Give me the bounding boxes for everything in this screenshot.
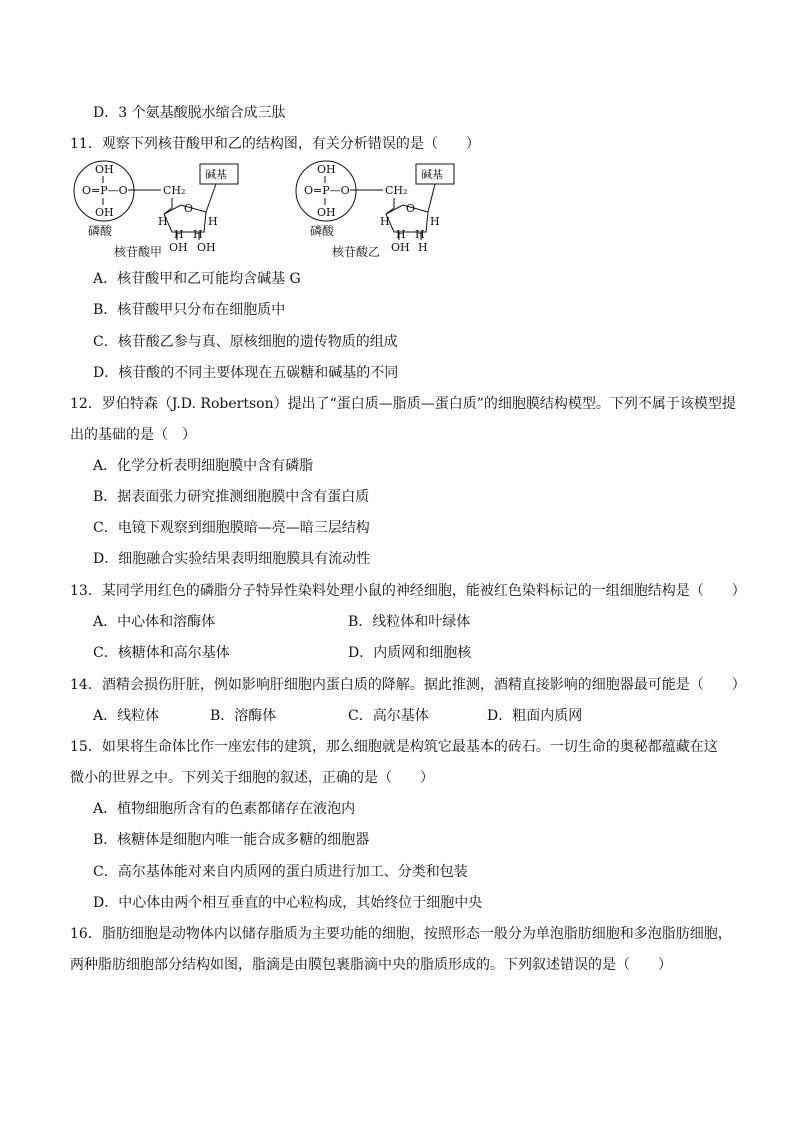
base-label: 碱基 (205, 168, 227, 181)
q15-stem-line1: 15．如果将生命体比作一座宏伟的建筑，那么细胞就是构筑它最基本的砖石。一切生命的奥秘都蕴藏在这 (70, 739, 718, 755)
q15-stem-line2: 微小的世界之中。下列关于细胞的叙述，正确的是（ ） (70, 770, 434, 786)
bond (428, 184, 435, 212)
h-label: H (208, 215, 218, 228)
q15-option-b: B．核糖体是细胞内唯一能合成多糖的细胞器 (93, 832, 370, 848)
oh-label: OH (197, 241, 216, 254)
h-label: H (174, 228, 184, 241)
q12-option-d: D．细胞融合实验结果表明细胞膜具有流动性 (93, 551, 371, 567)
phosphate-oh-bottom: OH (95, 206, 114, 219)
ring-oxygen: O (406, 202, 416, 215)
q11-nucleotide-figure (68, 160, 468, 262)
phosphate-label: 磷酸 (88, 224, 113, 238)
q12-option-c: C．电镜下观察到细胞膜暗—亮—暗三层结构 (93, 520, 370, 536)
phosphate-oh-bottom: OH (317, 206, 336, 219)
bond (206, 184, 216, 212)
q11-stem: 11．观察下列核苷酸甲和乙的结构图，有关分析错误的是（ ） (70, 136, 480, 152)
q14-option-c: C．高尔基体 (348, 708, 429, 724)
q16-stem-line1: 16．脂肪细胞是动物体内以储存脂质为主要功能的细胞，按照形态一般分为单泡脂肪细胞和多泡脂肪细胞， (70, 926, 732, 942)
h-label: H (396, 228, 406, 241)
q15-option-d: D．中心体由两个相互垂直的中心粒构成，其始终位于细胞中央 (93, 895, 483, 911)
ch2-label: CH₂ (385, 184, 408, 197)
q15-option-a: A．植物细胞所含有的色素都储存在液泡内 (93, 801, 356, 817)
q11-option-b: B．核苷酸甲只分布在细胞质中 (93, 302, 286, 318)
phosphate-oh-top: OH (317, 163, 336, 176)
q14-option-b: B．溶酶体 (210, 708, 277, 724)
q13-option-d: D．内质网和细胞核 (348, 645, 472, 661)
phosphate-oh-top: OH (95, 163, 114, 176)
q12-option-a: A．化学分析表明细胞膜中含有磷脂 (93, 458, 314, 474)
h-label: H (193, 228, 203, 241)
oh-label: OH (169, 241, 188, 254)
oh-label: OH (391, 241, 410, 254)
q12-option-b: B．据表面张力研究推测细胞膜中含有蛋白质 (93, 489, 370, 505)
phosphate-line: O=P—O (304, 184, 350, 197)
nucleotide-jia-label: 核苷酸甲 (114, 245, 163, 259)
h-label: H (380, 215, 390, 228)
phosphate-line: O=P—O (82, 184, 128, 197)
q13-stem: 13．某同学用红色的磷脂分子特异性染料处理小鼠的神经细胞，能被红色染料标记的一组细胞结构是（ ） (70, 583, 746, 599)
q14-option-d: D．粗面内质网 (487, 708, 583, 724)
base-label: 碱基 (421, 168, 443, 181)
q14-stem: 14．酒精会损伤肝脏，例如影响肝细胞内蛋白质的降解。据此推测，酒精直接影响的细胞器最可能是（ ） (70, 677, 746, 693)
h-label: H (415, 228, 425, 241)
h-label: H (158, 215, 168, 228)
q12-stem-line1: 12．罗伯特森（J.D. Robertson）提出了“蛋白质—脂质—蛋白质”的细胞膜结构模型。下列不属于该模型提 (70, 396, 736, 412)
nucleotide-yi (296, 161, 454, 259)
nucleotide-jia (74, 161, 238, 259)
ring-oxygen: O (184, 202, 194, 215)
q10-option-d: D．3 个氨基酸脱水缩合成三肽 (93, 105, 286, 121)
q13-option-a: A．中心体和溶酶体 (93, 614, 216, 630)
q12-stem-line2: 出的基础的是（ ） (70, 427, 196, 443)
q16-stem-line2: 两种脂肪细胞部分结构如图，脂滴是由膜包裹脂滴中央的脂质形成的。下列叙述错误的是（ ） (70, 957, 672, 973)
q13-option-b: B．线粒体和叶绿体 (348, 614, 471, 630)
nucleotide-yi-label: 核苷酸乙 (332, 245, 381, 259)
q15-option-c: C．高尔基体能对来自内质网的蛋白质进行加工、分类和包装 (93, 864, 468, 880)
phosphate-label: 磷酸 (310, 224, 335, 238)
q11-option-d: D．核苷酸的不同主要体现在五碳糖和碱基的不同 (93, 365, 399, 381)
q14-option-a: A．线粒体 (93, 708, 160, 724)
q11-option-a: A．核苷酸甲和乙可能均含碱基 G (93, 271, 301, 287)
h-label: H (418, 241, 428, 254)
q13-option-c: C．核糖体和高尔基体 (93, 645, 230, 661)
ch2-label: CH₂ (163, 184, 186, 197)
h-label: H (430, 215, 440, 228)
q11-option-c: C．核苷酸乙参与真、原核细胞的遗传物质的组成 (93, 334, 398, 350)
